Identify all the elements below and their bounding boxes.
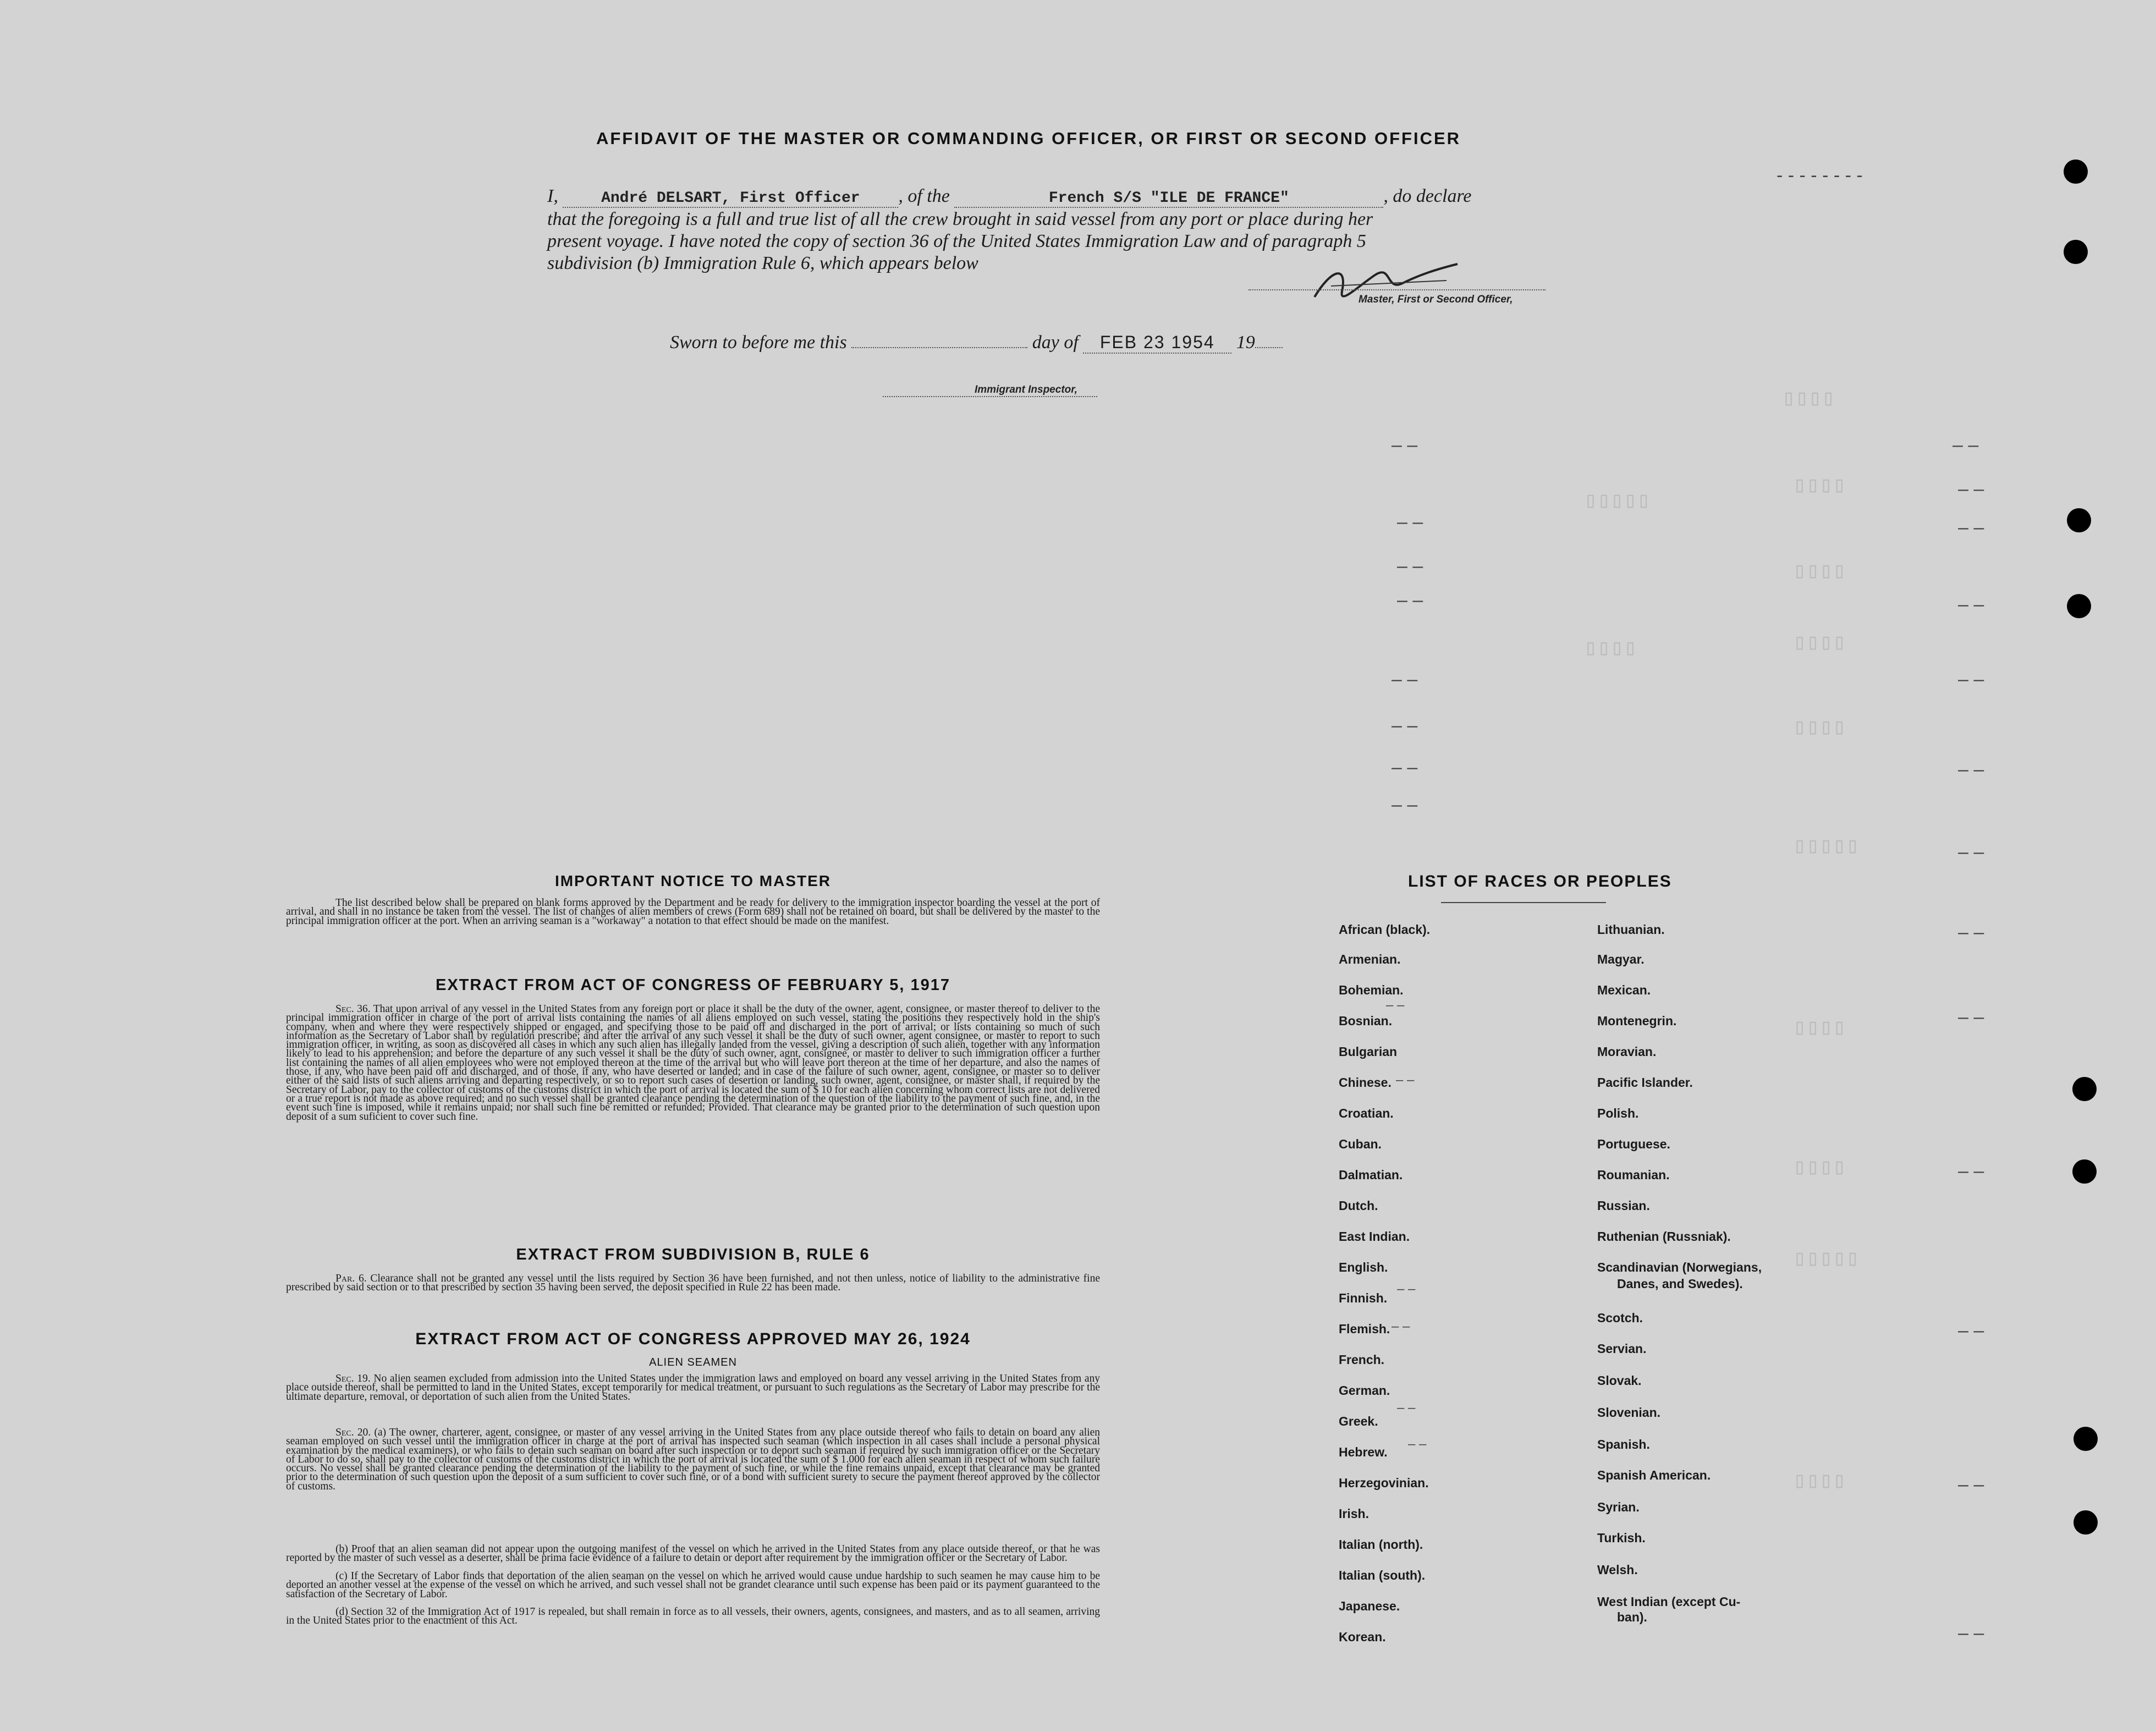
- affidavit-line-4: subdivision (b) Immigration Rule 6, which appears below: [547, 253, 978, 273]
- sworn-year: 19: [1236, 332, 1255, 353]
- race-item: Greek.: [1339, 1414, 1378, 1428]
- race-item: Bulgarian: [1339, 1044, 1398, 1059]
- sec-36-label: Sec. 36.: [336, 1003, 371, 1015]
- sworn-prefix: Sworn to before me this: [670, 332, 847, 353]
- bleed-through-row: ▯▯▯▯: [1782, 387, 1835, 412]
- sworn-day-of: day of: [1032, 332, 1079, 353]
- bleed-through-row: ▯▯▯▯: [1793, 716, 1846, 741]
- race-item: Turkish.: [1597, 1531, 1646, 1545]
- race-item: West Indian (except Cu-: [1597, 1594, 1741, 1609]
- race-item: Armenian.: [1339, 952, 1401, 966]
- binder-hole: [2072, 1159, 2097, 1184]
- race-item: Finnish.: [1339, 1291, 1388, 1305]
- race-item: Bosnian.: [1339, 1014, 1393, 1028]
- ditto-mark: – –: [1958, 1320, 1984, 1341]
- ditto-mark: – –: [1397, 590, 1423, 611]
- races-title: LIST OF RACES OR PEOPLES: [1408, 872, 1672, 890]
- signature-rule: [1248, 289, 1546, 290]
- race-item: Irish.: [1339, 1506, 1369, 1521]
- race-item: Lithuanian.: [1597, 922, 1665, 937]
- affidavit-line-3: present voyage. I have noted the copy of section 36 of the United States Immigration Law and of paragraph 5: [547, 231, 1366, 251]
- extract-rule6-title: EXTRACT FROM SUBDIVISION B, RULE 6: [516, 1246, 870, 1263]
- notice-text: The list described below shall be prepared on blank forms approved by the Department and be ready for delivery to the immigration inspector boarding the vessel at the port of arrival, and shall in no instance be taken from the vessel. The list of changes of alien members of crews (Form 689) shall not be retained on board, but shall be delivered by the master to the principal immigration officer at the port. When an arriving seaman is a "workaway" a notation to that effect should be made on the manifest.: [286, 897, 1100, 927]
- signature-caption: Master, First or Second Officer,: [1358, 294, 1513, 305]
- sec-19-text: [286, 1374, 1100, 1401]
- ditto-mark: – –: [1958, 1623, 1984, 1643]
- sec-20b-text: (b) Proof that an alien seaman did not appear upon the outgoing manifest of the vessel on which he arrived in the United States from any place outside thereof, or that he was reported by the master of such vessel as a deserter, shall be prima facie evidence of a failure to detain or deport after requirement by the immigration officer or the Secretary of Labor.: [286, 1543, 1100, 1564]
- ditto-mark: - - - - - - - -: [1777, 165, 1863, 186]
- ditto-mark: – –: [1386, 998, 1405, 1013]
- affidavit-line-1: [547, 186, 1543, 208]
- ditto-mark: – –: [1408, 1437, 1427, 1451]
- race-item: Slovenian.: [1597, 1405, 1661, 1420]
- inspector-rule: [883, 396, 1097, 397]
- sec-20-label: Sec. 20.: [336, 1427, 371, 1438]
- race-item: Portuguese.: [1597, 1137, 1670, 1151]
- race-item: Korean.: [1339, 1630, 1386, 1644]
- ditto-mark: – –: [1392, 1319, 1410, 1334]
- bleed-through-row: ▯▯▯▯: [1584, 637, 1637, 662]
- affidavit-declare: , do declare: [1383, 186, 1472, 206]
- binder-hole: [2072, 1077, 2097, 1101]
- vessel-name: French S/S "ILE DE FRANCE": [954, 190, 1383, 208]
- ditto-mark: – –: [1958, 479, 1984, 499]
- race-item: Magyar.: [1597, 952, 1645, 966]
- ditto-mark: – –: [1958, 922, 1984, 943]
- ditto-mark: – –: [1392, 757, 1418, 778]
- ditto-mark: – –: [1958, 594, 1984, 615]
- inspector-caption: Immigrant Inspector,: [975, 384, 1077, 395]
- race-item: Scotch.: [1597, 1311, 1643, 1325]
- race-item: Italian (south).: [1339, 1568, 1426, 1582]
- race-item: Roumanian.: [1597, 1168, 1670, 1182]
- race-item: Chinese.: [1339, 1075, 1392, 1090]
- affidavit-title: AFFIDAVIT OF THE MASTER OR COMMANDING OFFICER, OR FIRST OR SECOND OFFICER: [596, 129, 1461, 148]
- race-item: Russian.: [1597, 1198, 1650, 1213]
- race-item: Polish.: [1597, 1106, 1639, 1120]
- race-item: ban).: [1617, 1610, 1647, 1624]
- ditto-mark: – –: [1397, 512, 1423, 532]
- ditto-mark: – –: [1392, 794, 1418, 815]
- bleed-through-row: ▯▯▯▯: [1793, 1016, 1846, 1041]
- sworn-day-field: [851, 347, 1027, 348]
- race-item: Syrian.: [1597, 1500, 1640, 1514]
- binder-hole: [2074, 1510, 2098, 1535]
- ditto-mark: – –: [1958, 1161, 1984, 1181]
- race-item: Italian (north).: [1339, 1537, 1423, 1552]
- race-item: Servian.: [1597, 1341, 1647, 1356]
- alien-seamen-subtitle: ALIEN SEAMEN: [649, 1356, 737, 1368]
- binder-hole: [2064, 240, 2088, 264]
- binder-hole: [2067, 508, 2091, 532]
- race-item: Spanish American.: [1597, 1468, 1711, 1482]
- race-item: Dalmatian.: [1339, 1168, 1403, 1182]
- bleed-through-row: ▯▯▯▯: [1793, 631, 1846, 656]
- race-item: East Indian.: [1339, 1229, 1410, 1244]
- binder-hole: [2067, 594, 2091, 618]
- binder-hole: [2064, 160, 2088, 184]
- race-item: Montenegrin.: [1597, 1014, 1677, 1028]
- affidavit-line-2: that the foregoing is a full and true list of all the crew brought in said vessel from any port or place during her: [547, 209, 1373, 229]
- year-field: [1255, 347, 1283, 348]
- ditto-mark: – –: [1953, 435, 1979, 455]
- extract-1917-text: [286, 1005, 1100, 1121]
- race-item: French.: [1339, 1352, 1385, 1367]
- extract-1917-title: EXTRACT FROM ACT OF CONGRESS OF FEBRUARY 5, 1917: [435, 976, 951, 994]
- stamped-date: FEB 23 1954: [1083, 332, 1231, 354]
- race-item: Mexican.: [1597, 983, 1651, 997]
- extract-1924-title: EXTRACT FROM ACT OF CONGRESS APPROVED MAY 26, 1924: [415, 1330, 971, 1348]
- race-item: English.: [1339, 1260, 1388, 1274]
- race-item: Welsh.: [1597, 1563, 1638, 1577]
- race-item: Pacific Islander.: [1597, 1075, 1693, 1090]
- race-item: German.: [1339, 1383, 1390, 1398]
- race-item: Herzegovinian.: [1339, 1476, 1429, 1490]
- sworn-line: [670, 332, 1440, 354]
- ditto-mark: – –: [1958, 842, 1984, 862]
- affidavit-of-the: , of the: [898, 186, 950, 206]
- bleed-through-row: ▯▯▯▯: [1793, 560, 1846, 585]
- race-item: Flemish.: [1339, 1322, 1390, 1336]
- race-item: Hebrew.: [1339, 1445, 1388, 1459]
- ditto-mark: – –: [1958, 1007, 1984, 1027]
- par-6-label: Par. 6.: [336, 1273, 367, 1284]
- ditto-mark: – –: [1397, 1400, 1416, 1415]
- race-item: Scandinavian (Norwegians,: [1597, 1260, 1762, 1274]
- ditto-mark: – –: [1958, 1474, 1984, 1495]
- race-item: Spanish.: [1597, 1437, 1650, 1451]
- officer-name: André DELSART, First Officer: [563, 190, 898, 208]
- sec-20d-text: (d) Section 32 of the Immigration Act of 1917 is repealed, but shall remain in force as to all vessels, their owners, agents, consignees, and masters, and as to all seamen, arriving in the United States prior to the enactment of this Act.: [286, 1606, 1100, 1627]
- ditto-mark: – –: [1958, 517, 1984, 538]
- sec-19-label: Sec. 19.: [336, 1373, 371, 1384]
- bleed-through-row: ▯▯▯▯▯: [1793, 835, 1860, 860]
- race-item: Bohemian.: [1339, 983, 1404, 997]
- affidavit-i: I,: [547, 186, 558, 206]
- ditto-mark: – –: [1392, 435, 1418, 455]
- extract-rule6-text: [286, 1274, 1100, 1293]
- sec-20c-text: (c) If the Secretary of Labor finds that deportation of the alien seaman on the vessel on which he arrived would cause undue hardship to such seamen he may cause him to be deported an another vessel at the expense of the vessel on which he arrived, and such vessel shall not be grandet clearance until such expense has been paid or its payment guaranteed to the satisfaction of the Secretary of Labor.: [286, 1570, 1100, 1600]
- sec-19-body: No alien seamen excluded from admission into the United States under the immigration laws and employed on board any vessel arriving in the United States from any place outside thereof, shall be permitted to land in the United States, except temporarily for medical treatment, or pursuant to such regulations as the Secretary of Labor may prescribe for the ultimate departure, removal, or deportation of such alien from the United States.: [286, 1373, 1100, 1403]
- bleed-through-row: ▯▯▯▯: [1793, 1470, 1846, 1494]
- ditto-mark: – –: [1958, 759, 1984, 780]
- race-item: Danes, and Swedes).: [1617, 1277, 1743, 1291]
- par-6-text: Clearance shall not be granted any vessel until the lists required by Section 36 have been furnished, and not then unless, notice of liability to the administrative fine prescribed by said section or to that prescribed by section 35 having been served, the deposit specified in Rule 22 has been made.: [286, 1273, 1101, 1294]
- sec-20a-text: [286, 1428, 1100, 1491]
- race-item: Moravian.: [1597, 1044, 1657, 1059]
- sec-36-text: That upon arrival of any vessel in the United States from any foreign port or place it shall be the duty of the owner, agent, consignee, or master thereof to deliver to the principal immigration officer in charge of the port of arrival lists containing the names of all aliens employed on such vessel, stating the positions they respectively hold in the ship's company, when and where they were respectively shipped or engaged, and specifying those to be paid off and discharged in the port of arrival; or lists containing so much of such information as the Secretary of Labor shall by regulation prescribe; and after the arrival of any such vessel it shall be the duty of such owner, agent consignee, or master to report to such immigration officer, in writing, as soon as discovered all cases in which any such alien has illegally landed from the vessel, giving a description of such alien, together with any information likely to lead to his apprehension; and before the departure of any such vessel it shall be the duty of such owner, agnt, consignee, or master to deliver to such immigration officer a further list containing the names of all alien employees who were not employed thereon at the time of the arrival but who will leave port thereon at the time of her departure, and also the names of those, if any, who have been paid off and discharged, and of those, if any, who have deserted or landed; and in case of the failure of such owner, agent, consignee, or master so to deliver either of the said lists of such aliens arriving and departing respectively, or so to report such cases of desertion or landing, such owner, agent, consignee, or master shall, if required by the Secretary of Labor, pay to the collector of customs of the customs district in which the port of arrival is located the sum of $ 10 for each alien concerning whom correct lists are not delivered or a true report is not made as above required; and no such vessel shall be granted clearance pending the determination of the question of the liability to the payment of such fine, and, in the event such fine is imposed, while it remains unpaid; nor shall such fine be remitted or refunded; Provided. That clearance may be granted prior to the determination of such question upon deposit of a sum suficient to cover such fine.: [286, 1003, 1100, 1123]
- race-item: Cuban.: [1339, 1137, 1382, 1151]
- notice-title: IMPORTANT NOTICE TO MASTER: [554, 872, 832, 889]
- ditto-mark: – –: [1392, 715, 1418, 736]
- ditto-mark: – –: [1392, 669, 1418, 690]
- bleed-through-row: ▯▯▯▯▯: [1584, 490, 1651, 514]
- ditto-mark: – –: [1397, 556, 1423, 576]
- race-item: Ruthenian (Russniak).: [1597, 1229, 1731, 1244]
- bleed-through-row: ▯▯▯▯: [1793, 1156, 1846, 1181]
- race-item: African (black).: [1339, 922, 1431, 937]
- ditto-mark: – –: [1396, 1073, 1415, 1087]
- bleed-through-row: ▯▯▯▯▯: [1793, 1247, 1860, 1272]
- race-item: Slovak.: [1597, 1373, 1642, 1388]
- race-item: Japanese.: [1339, 1599, 1400, 1613]
- sec-20a-body: (a) The owner, charterer, agent, consignee, or master of any vessel arriving in the United States from any place outside thereof who fails to detain on board any alien seaman employed on such vessel until the immigration officer in charge at the port of arrival has inspected such seaman (which inspection in all cases shall include a personal physical examination by the medical examiners), or who fails to detain such seaman on board after such inspection or to deport such seaman if required by such immigration officer or the Secretary of Labor to do so, shall pay to the collector of customs of the customs district in which the port of arrival is located the sum of $ 1.000 for each alien seaman in respect of whom such failure occurs. No vessel shall be granted clearance pending the determination of the liability to the payment of such fine, or while the fine remains unpaid, except that clearance may be granted prior to the determination of such question upon the deposit of a sum sufficient to cover such fine, or of a bond with sufficient surety to secure the payment thereof approved by the collector of customs.: [286, 1427, 1100, 1492]
- binder-hole: [2074, 1427, 2098, 1451]
- race-item: Croatian.: [1339, 1106, 1394, 1120]
- ditto-mark: – –: [1958, 669, 1984, 690]
- ditto-mark: – –: [1397, 1282, 1416, 1296]
- races-title-rule: [1441, 902, 1606, 903]
- race-item: Dutch.: [1339, 1198, 1378, 1213]
- bleed-through-row: ▯▯▯▯: [1793, 474, 1846, 499]
